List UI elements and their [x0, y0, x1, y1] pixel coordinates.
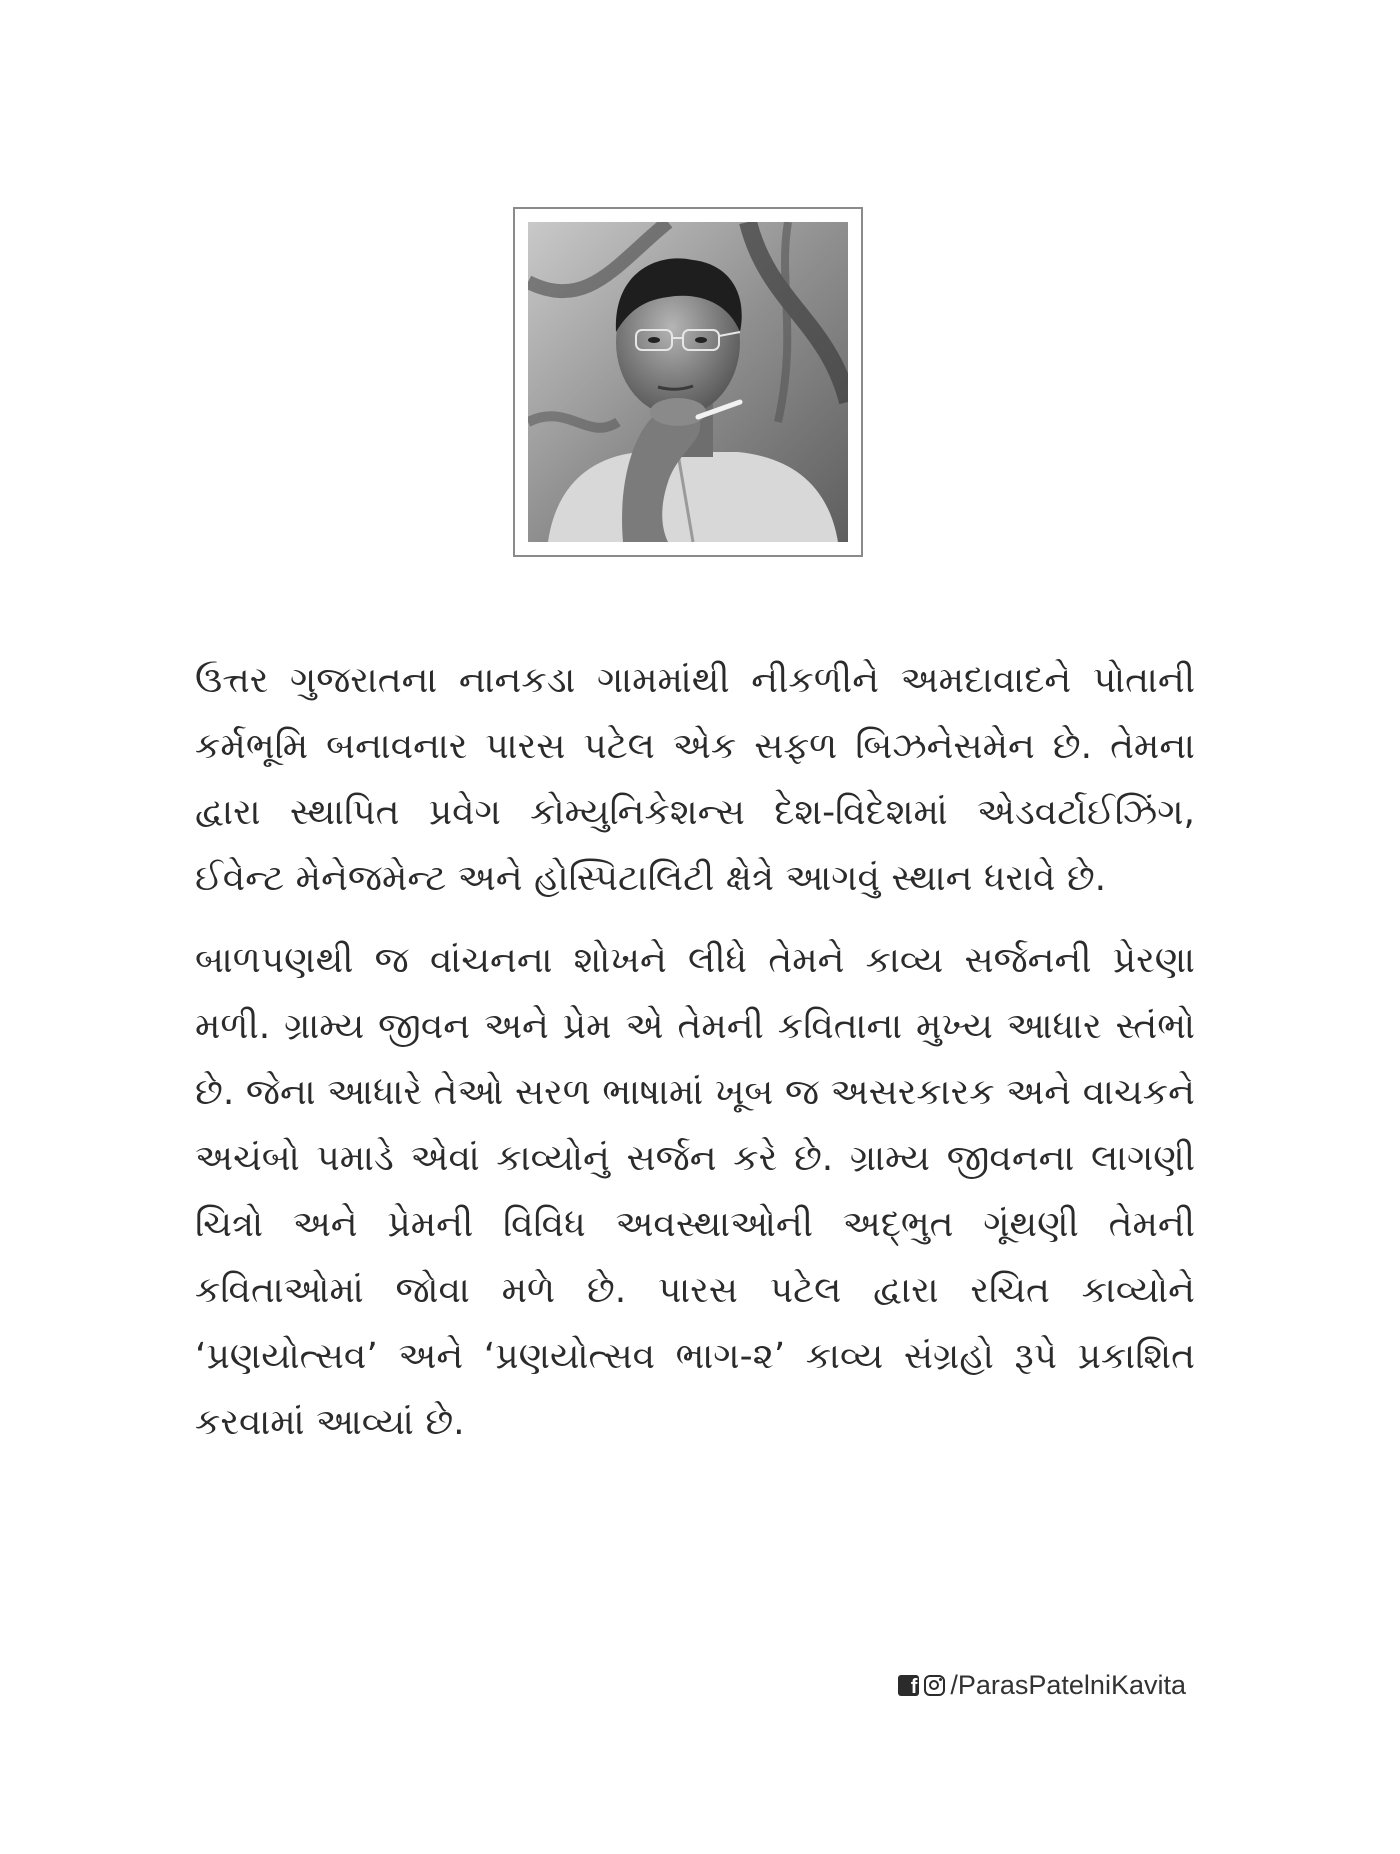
social-handle: /ParasPatelniKavita [950, 1670, 1186, 1700]
author-bio [195, 648, 1195, 1472]
bio-paragraph-1: ઉત્તર ગુજરાતના નાનકડા ગામમાંથી નીકળીને અમદાવાદને પોતાની કર્મભૂમિ બનાવનાર પારસ પટેલ એક સફળ બિઝનેસમેન છે. તેમના દ્વારા સ્થાપિત પ્રવેગ કોમ્યુનિકેશન્સ દેશ-વિદેશમાં એડવર્ટાઈઝિંગ, ઈવેન્ટ મેનેજમેન્ટ અને હોસ્પિટાલિટી ક્ષેત્રે આગવું સ્થાન ધરાવે છે. [195, 660, 1195, 899]
social-footer [898, 1670, 1186, 1701]
author-portrait-image [528, 222, 848, 542]
instagram-icon [924, 1675, 945, 1696]
facebook-icon: f [898, 1675, 919, 1696]
bio-paragraph-2: બાળપણથી જ વાંચનના શોખને લીધે તેમને કાવ્ય સર્જનની પ્રેરણા મળી. ગ્રામ્ય જીવન અને પ્રેમ એ તેમની કવિતાના મુખ્ય આધાર સ્તંભો છે. જેના આધારે તેઓ સરળ ભાષામાં ખૂબ જ અસરકારક અને વાચકને અચંબો પમાડે એવાં કાવ્યોનું સર્જન કરે છે. ગ્રામ્ય જીવનના લાગણી ચિત્રો અને પ્રેમની વિવિધ અવસ્થાઓની અદ્ભુત ગૂંથણી તેમની કવિતાઓમાં જોવા મળે છે. પારસ પટેલ દ્વારા રચિત કાવ્યોને ‘પ્રણયોત્સવ’ અને ‘પ્રણયોત્સવ ભાગ-૨’ કાવ્ય સંગ્રહો રૂપે પ્રકાશિત કરવામાં આવ્યાં છે. [195, 940, 1195, 1443]
author-photo-frame [513, 207, 863, 557]
author-photo [528, 222, 848, 542]
